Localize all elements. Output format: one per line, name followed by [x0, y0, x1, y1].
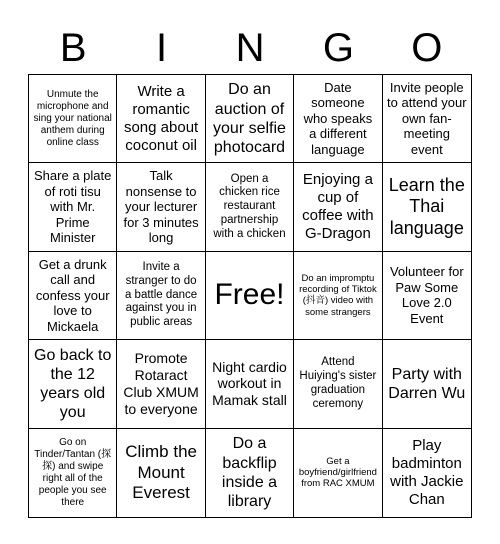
bingo-cell-r2-c4[interactable]	[294, 163, 382, 251]
bingo-cell-r5-c4[interactable]	[294, 429, 382, 517]
bingo-cell-text: Go on Tinder/Tantan (探探) and swipe right all of the people you see there	[34, 436, 112, 508]
bingo-cell-r4-c1[interactable]	[29, 340, 117, 428]
bingo-cell-text: Get a drunk call and confess your love to Mickaela	[35, 256, 110, 334]
bingo-cell-r1-c3[interactable]	[206, 75, 294, 163]
bingo-cell-text: Promote Rotaract Club XMUM to everyone	[123, 350, 199, 417]
bingo-cell-text: Do an auction of your selfie photocard	[213, 81, 286, 156]
bingo-cell-text: Invite people to attend your own fan-meeting event	[387, 79, 467, 158]
bingo-cell-r4-c4[interactable]	[294, 340, 382, 428]
bingo-board	[28, 74, 472, 518]
bingo-cell-r5-c1[interactable]	[29, 429, 117, 517]
bingo-cell-r3-c2[interactable]	[117, 252, 205, 340]
bingo-cell-r3-c1[interactable]	[29, 252, 117, 340]
bingo-cell-text: Night cardio workout in Mamak stall	[212, 358, 287, 409]
bingo-cell-r4-c5[interactable]	[383, 340, 471, 428]
header-letter-o: O	[411, 26, 443, 70]
bingo-cell-r4-c3[interactable]	[206, 340, 294, 428]
bingo-cell-r1-c1[interactable]	[29, 75, 117, 163]
bingo-cell-r1-c4[interactable]	[294, 75, 382, 163]
bingo-cell-text: Invite a stranger to do a battle dance against you in public areas	[124, 261, 198, 329]
header-letter-n: N	[235, 26, 265, 70]
bingo-cell-r2-c1[interactable]	[29, 163, 117, 251]
bingo-cell-text: Unmute the microphone and sing your national anthem during online class	[33, 88, 112, 148]
bingo-cell-free-space[interactable]	[206, 252, 294, 340]
header-letter-g: G	[322, 26, 354, 70]
bingo-cell-text: Date someone who speaks a different language	[303, 79, 373, 158]
bingo-cell-text: Write a romantic song about coconut oil	[123, 82, 199, 154]
bingo-cell-r4-c2[interactable]	[117, 340, 205, 428]
bingo-cell-text: Attend Huiying's sister graduation ceremony	[299, 356, 377, 410]
bingo-cell-text: Do a backflip inside a library	[221, 435, 278, 510]
bingo-cell-text: Open a chicken rice restaurant partnership with a chicken	[213, 172, 286, 240]
bingo-cell-r3-c4[interactable]	[294, 252, 382, 340]
bingo-cell-text: Talk nonsense to your lecturer for 3 minutes long	[123, 168, 199, 246]
bingo-cell-r1-c5 c5[interactable]	[383, 75, 471, 163]
bingo-cell-text: Get a boyfriend/girlfriend from RAC XMUM	[298, 455, 377, 490]
bingo-cell-text: Party with Darren Wu	[388, 365, 466, 402]
bingo-cell-text: Volunteer for Paw Some Love 2.0 Event	[389, 264, 464, 327]
bingo-cell-text: Climb the Mount Everest	[125, 442, 197, 502]
bingo-cell-r3-c5[interactable]	[383, 252, 471, 340]
header-letter-i: I	[156, 26, 168, 70]
bingo-cell-r5-c5[interactable]	[383, 429, 471, 517]
bingo-header	[29, 22, 471, 74]
bingo-cell-text: Learn the Thai language	[388, 174, 465, 238]
bingo-cell-r5-c3[interactable]	[206, 429, 294, 517]
bingo-cell-text: Share a plate of roti tisu with Mr. Prime Minister	[34, 168, 112, 246]
bingo-cell-r2-c3[interactable]	[206, 163, 294, 251]
bingo-cell-r2-c2[interactable]	[117, 163, 205, 251]
bingo-cell-r5-c2[interactable]	[117, 429, 205, 517]
bingo-cell-text: Enjoying a cup of coffee with G-Dragon	[302, 171, 374, 243]
bingo-cell-text: Go back to the 12 years old you	[34, 346, 112, 422]
bingo-cell-r2-c5[interactable]	[383, 163, 471, 251]
header-letter-b: B	[59, 26, 87, 70]
bingo-cell-r1-c2[interactable]	[117, 75, 205, 163]
bingo-cell-text: Play badminton with Jackie Chan	[390, 436, 464, 508]
bingo-cell-text: Do an impromptu recording of Tiktok (抖音) video with some strangers	[299, 272, 377, 318]
free-space-label: Free!	[214, 278, 285, 312]
